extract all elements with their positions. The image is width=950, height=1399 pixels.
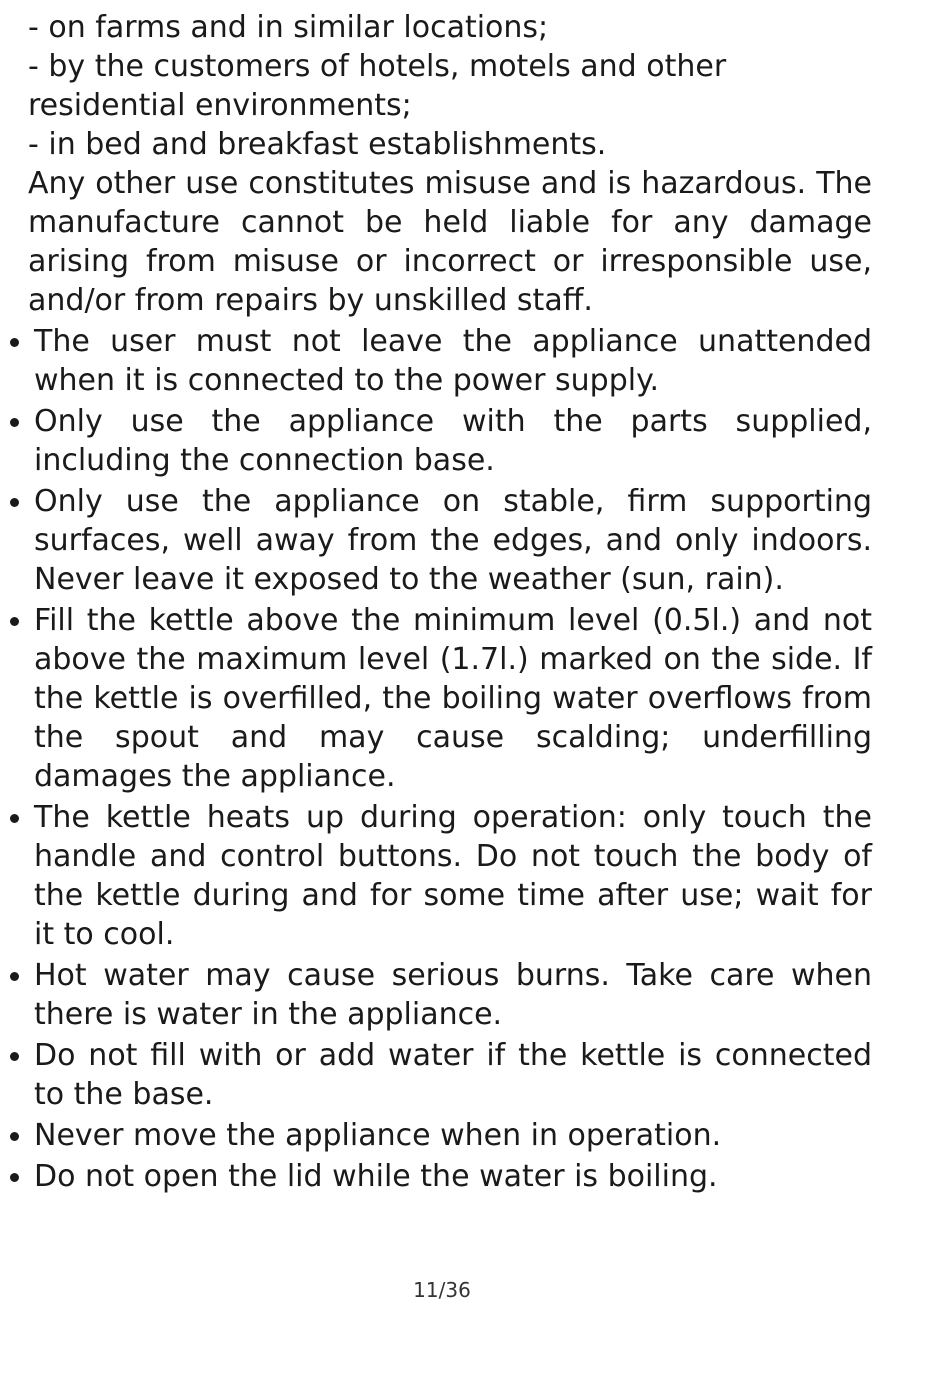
bullet-icon — [10, 1052, 19, 1061]
usage-location-item: - in bed and breakfast establishments. — [28, 127, 607, 162]
safety-instructions-list — [28, 322, 872, 1196]
list-item — [28, 601, 872, 796]
list-item-text: Do not fill with or add water if the kettle is connected to the base. — [34, 1038, 872, 1112]
bullet-icon — [10, 418, 19, 427]
usage-location-item: - on farms and in similar locations; — [28, 10, 549, 45]
bullet-icon — [10, 617, 19, 626]
list-item — [28, 956, 872, 1034]
misuse-paragraph: Any other use constitutes misuse and is hazardous. The manufacture cannot be held liable for any damage arising from misuse or incorrect or irresponsible use, and/or from repairs by unskilled staff. — [28, 166, 872, 318]
bullet-icon — [10, 498, 19, 507]
list-item — [28, 1116, 872, 1155]
list-item-text: Only use the appliance with the parts supplied, including the connection base. — [34, 404, 872, 478]
usage-location-item: - by the customers of hotels, motels and other residential environments; — [28, 49, 727, 123]
list-item-text: The kettle heats up during operation: only touch the handle and control buttons. Do not touch the body of the kettle during and for some time after use; wait for it to cool. — [34, 800, 872, 952]
list-item-text: Only use the appliance on stable, firm supporting surfaces, well away from the edges, and only indoors. Never leave it exposed to the weather (sun, rain). — [34, 484, 872, 597]
bullet-icon — [10, 972, 19, 981]
page-number: 11/36 — [413, 1278, 471, 1302]
list-item — [28, 798, 872, 954]
bullet-icon — [10, 1173, 19, 1182]
list-item-text: The user must not leave the appliance unattended when it is connected to the power supply. — [34, 324, 872, 398]
list-item — [28, 402, 872, 480]
document-page — [28, 8, 872, 1198]
list-item-text: Never move the appliance when in operation. — [34, 1118, 722, 1153]
list-item-text: Fill the kettle above the minimum level (0.5l.) and not above the maximum level (1.7l.) marked on the side. If the kettle is overfilled, the boiling water overflows from the spout and may cause scalding; underfilling damages the appliance. — [34, 603, 872, 794]
bullet-icon — [10, 338, 19, 347]
list-item-text: Hot water may cause serious burns. Take care when there is water in the appliance. — [34, 958, 872, 1032]
list-item-text: Do not open the lid while the water is boiling. — [34, 1159, 718, 1194]
list-item — [28, 1036, 872, 1114]
bullet-icon — [10, 814, 19, 823]
list-item — [28, 482, 872, 599]
list-item — [28, 1157, 872, 1196]
list-item — [28, 322, 872, 400]
bullet-icon — [10, 1132, 19, 1141]
